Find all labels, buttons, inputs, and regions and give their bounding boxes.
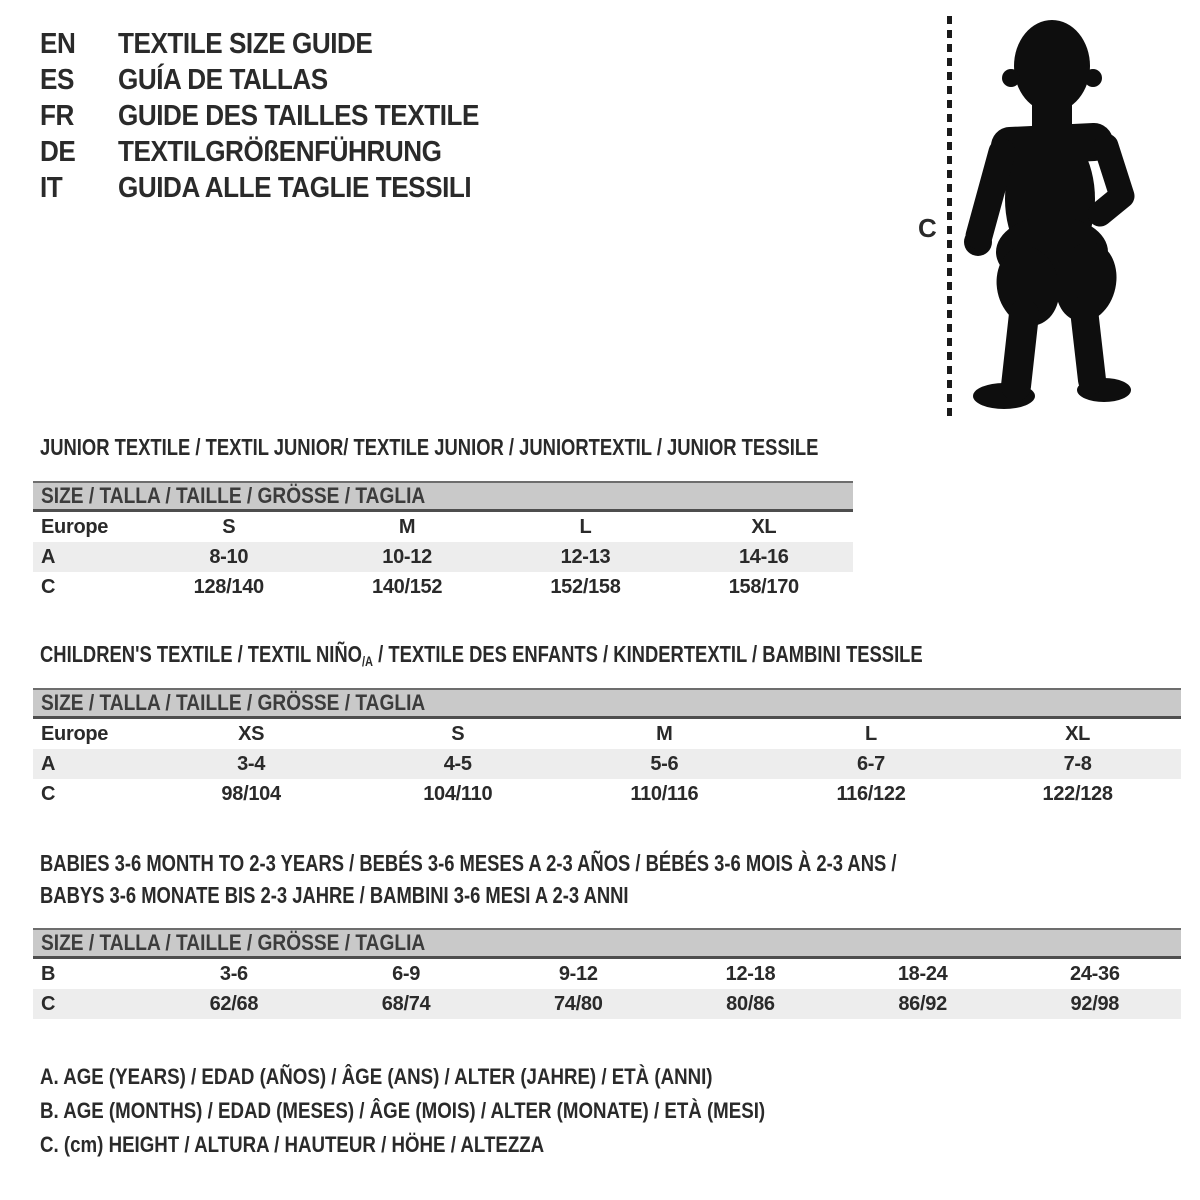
height-dimension-dashed-line <box>947 16 952 418</box>
row-label: A <box>41 545 56 568</box>
size-value: 8-10 <box>209 545 249 568</box>
size-value: 80/86 <box>726 992 775 1015</box>
row-label: C <box>41 782 56 805</box>
size-value: M <box>656 722 673 745</box>
language-row <box>40 170 519 206</box>
row-label: C <box>41 575 56 598</box>
language-code: DE <box>40 135 76 168</box>
footnote-b: B. AGE (MONTHS) / EDAD (MESES) / ÂGE (MOIS) / ALTER (MONATE) / ETÀ (MESI) <box>40 1098 766 1123</box>
size-value: 6-9 <box>392 962 421 985</box>
title-subscript: /A <box>361 654 374 670</box>
size-value: 92/98 <box>1070 992 1120 1015</box>
size-value: 158/170 <box>728 575 799 598</box>
junior-size-table <box>33 481 853 602</box>
language-title: TEXTILGRÖßENFÜHRUNG <box>118 135 442 168</box>
size-value: 12-18 <box>725 962 776 985</box>
footnote-a: A. AGE (YEARS) / EDAD (AÑOS) / ÂGE (ANS) / ALTER (JAHRE) / ETÀ (ANNI) <box>40 1064 713 1089</box>
size-value: 9-12 <box>558 962 598 985</box>
row-label: A <box>41 752 56 775</box>
junior-textile-title: JUNIOR TEXTILE / TEXTIL JUNIOR/ TEXTILE JUNIOR / JUNIORTEXTIL / JUNIOR TESSILE <box>40 434 819 460</box>
table-row <box>33 749 1181 779</box>
size-value: 98/104 <box>221 782 281 805</box>
size-value: 74/80 <box>553 992 603 1015</box>
size-value: 5-6 <box>650 752 679 775</box>
language-title: GUIDE DES TAILLES TEXTILE <box>118 99 479 132</box>
language-code: FR <box>40 99 74 132</box>
size-value: 86/92 <box>898 992 947 1015</box>
table-row <box>33 989 1181 1019</box>
size-value: 152/158 <box>550 575 621 598</box>
size-value: XL <box>1065 722 1091 745</box>
size-value: M <box>398 515 416 538</box>
row-label: Europe <box>41 722 109 745</box>
legend-footnotes <box>40 1060 893 1162</box>
language-title: TEXTILE SIZE GUIDE <box>118 27 373 60</box>
language-code: EN <box>40 27 76 60</box>
size-value: 18-24 <box>897 962 948 985</box>
size-value: 10-12 <box>382 545 432 568</box>
table-row <box>33 572 853 602</box>
height-marker-label: C <box>918 213 937 243</box>
language-title: GUÍA DE TALLAS <box>118 63 328 96</box>
row-label: B <box>41 962 56 985</box>
language-code: IT <box>40 171 63 204</box>
size-value: 3-4 <box>237 752 266 775</box>
size-value: 128/140 <box>193 575 264 598</box>
size-value: 62/68 <box>209 992 259 1015</box>
title-text: CHILDREN'S TEXTILE / TEXTIL NIÑO <box>40 641 362 667</box>
row-label: C <box>41 992 56 1015</box>
size-header-label: SIZE / TALLA / TAILLE / GRÖSSE / TAGLIA <box>41 483 426 508</box>
size-header-label: SIZE / TALLA / TAILLE / GRÖSSE / TAGLIA <box>41 690 426 715</box>
table-row <box>33 719 1181 749</box>
table-row <box>33 542 853 572</box>
size-value: S <box>222 515 236 538</box>
size-value: S <box>451 722 465 745</box>
size-value: 14-16 <box>738 545 789 568</box>
size-value: 122/128 <box>1042 782 1113 805</box>
footnote-c: C. (cm) HEIGHT / ALTURA / HAUTEUR / HÖHE / ALTEZZA <box>40 1132 545 1157</box>
row-label: Europe <box>41 515 109 538</box>
language-row <box>40 134 519 170</box>
babies-title-line2: BABYS 3-6 MONATE BIS 2-3 JAHRE / BAMBINI 3-6 MESI A 2-3 ANNI <box>40 882 629 908</box>
size-value: XL <box>751 515 777 538</box>
table-row <box>33 959 1181 989</box>
size-value: 140/152 <box>372 575 443 598</box>
language-code: ES <box>40 63 74 96</box>
size-header-label: SIZE / TALLA / TAILLE / GRÖSSE / TAGLIA <box>41 930 426 955</box>
size-value: L <box>579 515 592 538</box>
language-list <box>40 26 519 206</box>
toddler-silhouette-icon <box>964 14 1136 418</box>
language-row <box>40 26 519 62</box>
childrens-size-table <box>33 688 1181 809</box>
babies-size-table <box>33 928 1181 1019</box>
size-value: 24-36 <box>1070 962 1120 985</box>
language-row <box>40 62 519 98</box>
size-value: 110/116 <box>630 782 699 805</box>
size-value: 6-7 <box>856 752 885 775</box>
language-row <box>40 98 519 134</box>
size-value: 7-8 <box>1063 752 1092 775</box>
title-text: / TEXTILE DES ENFANTS / KINDERTEXTIL / BAMBINI TESSILE <box>373 641 923 667</box>
size-header-bar <box>33 481 853 512</box>
size-value: XS <box>238 722 265 745</box>
table-row <box>33 512 853 542</box>
size-value: 12-13 <box>560 545 611 568</box>
size-value: 68/74 <box>381 992 431 1015</box>
childrens-textile-title <box>40 641 923 669</box>
size-value: 116/122 <box>836 782 906 805</box>
size-value: L <box>865 722 877 745</box>
size-header-bar <box>33 928 1181 959</box>
table-row <box>33 779 1181 809</box>
size-header-bar <box>33 688 1181 719</box>
size-value: 4-5 <box>443 752 472 775</box>
size-value: 3-6 <box>219 962 248 985</box>
babies-title-line1: BABIES 3-6 MONTH TO 2-3 YEARS / BEBÉS 3-6 MESES A 2-3 AÑOS / BÉBÉS 3-6 MOIS À 2-3 ANS / <box>40 850 897 876</box>
language-title: GUIDA ALLE TAGLIE TESSILI <box>118 171 472 204</box>
size-value: 104/110 <box>423 782 493 805</box>
